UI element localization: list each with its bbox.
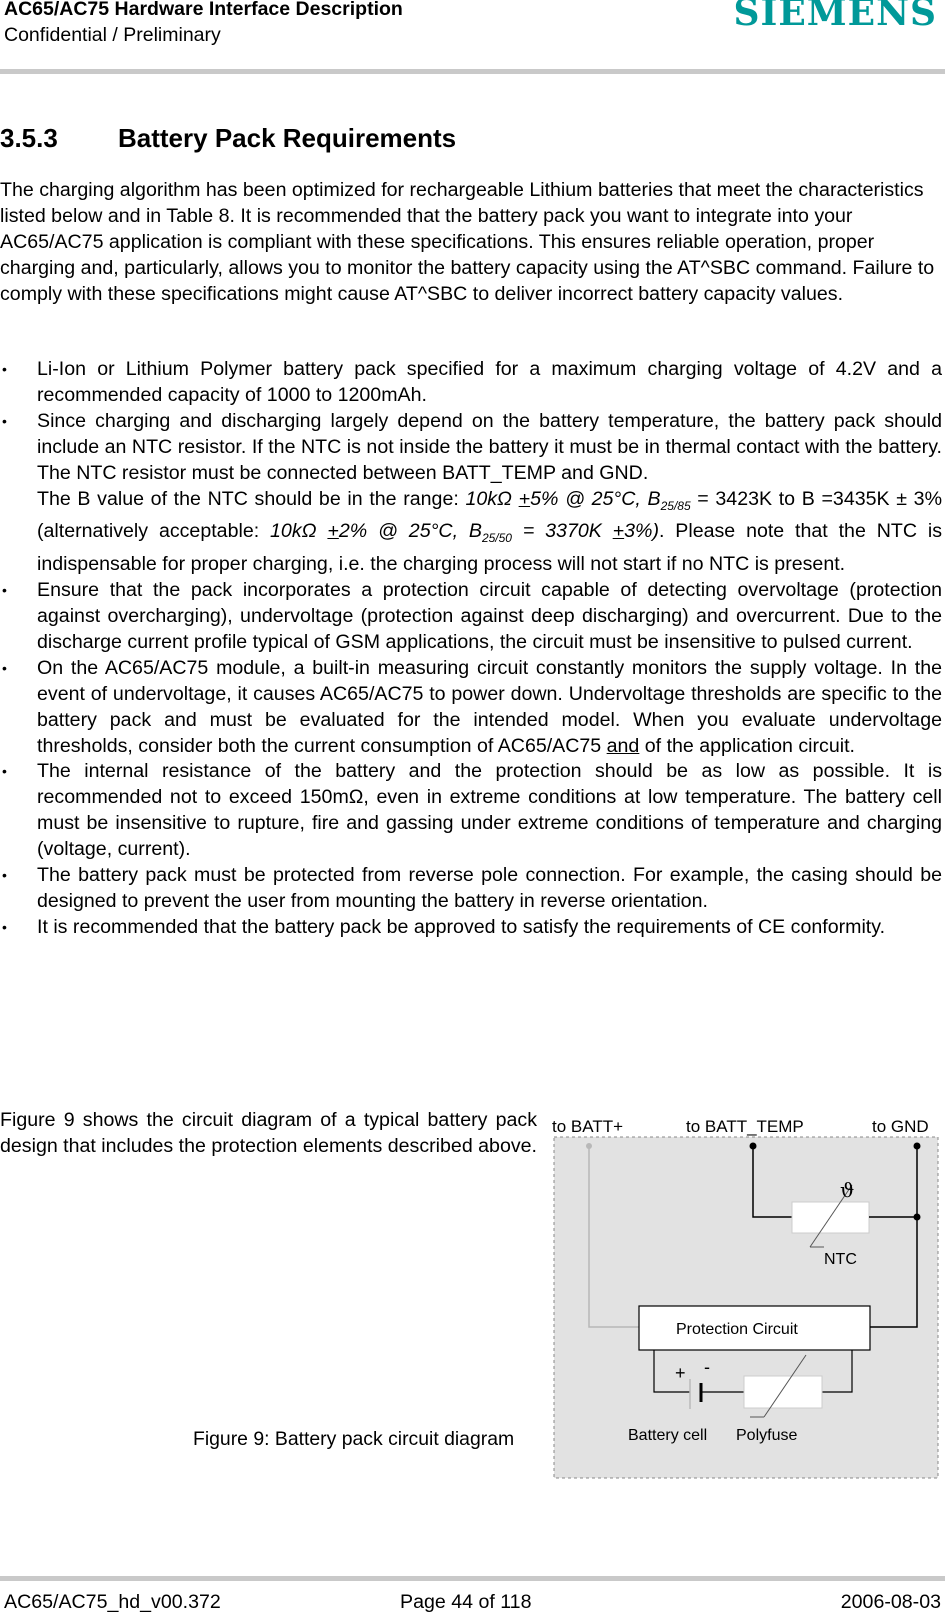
list-item-text: It is recommended that the battery pack be approved to satisfy the requirements of CE conformity. [37, 915, 886, 938]
list-item-text: The battery pack must be protected from reverse pole connection. For example, the casing should be designed to prevent the user from mounting the battery in reverse orientation. [37, 864, 942, 912]
list-item-text: The internal resistance of the battery and the protection should be as low as possible. It is recommended not to exceed 150mΩ, even in extreme conditions at low temperature. The battery cell must be insensitive to rupture, fire and gassing under extreme conditions of temperature and charging (voltage, current). [37, 760, 942, 861]
label-batt-plus: to BATT+ [552, 1117, 624, 1136]
figure-intro-paragraph: Figure 9 shows the circuit diagram of a typical battery pack design that includes the protection elements described above. [0, 1109, 537, 1157]
document-subtitle: Confidential / Preliminary [4, 24, 221, 46]
list-item [0, 357, 942, 409]
battery-plus-sign: + [675, 1363, 686, 1383]
document-title: AC65/AC75 Hardware Interface Description [4, 0, 403, 20]
section-title: Battery Pack Requirements [118, 123, 457, 153]
footer-divider [0, 1576, 945, 1581]
list-item [0, 409, 942, 578]
label-battery-cell: Battery cell [628, 1427, 708, 1444]
section-heading [0, 123, 456, 154]
requirements-list [0, 357, 942, 941]
footer-doc-id: AC65/AC75_hd_v00.372 [4, 1591, 221, 1613]
list-item [0, 656, 942, 760]
section-number: 3.5.3 [0, 123, 58, 153]
label-polyfuse: Polyfuse [736, 1427, 798, 1444]
header-divider [0, 69, 945, 74]
battery-minus-sign: - [704, 1357, 710, 1377]
list-item [0, 915, 942, 941]
ntc-range-note: . Please note that the NTC is indispensable for proper charging, i.e. the charging process will not start if no NTC is present. [37, 520, 942, 576]
list-item-text: On the AC65/AC75 module, a built-in measuring circuit constantly monitors the supply voltage. In the event of undervoltage, it causes AC65/AC75 to power down. Undervoltage thresholds are specific to the battery pack and must be evaluated for the intended model. When you evaluate undervoltage thresholds, consider both the current consumption of AC65/AC75 [37, 656, 942, 757]
label-batt-temp: to BATT_TEMP [686, 1117, 804, 1136]
ntc-range-lead: The B value of the NTC should be in the range: [37, 487, 466, 510]
polyfuse [744, 1376, 822, 1408]
theta-symbol: ϑ [840, 1178, 855, 1202]
list-item [0, 759, 942, 863]
ntc-range-text [37, 487, 942, 579]
figure-caption: Figure 9: Battery pack circuit diagram [193, 1428, 515, 1450]
batt-plus-node [586, 1143, 592, 1149]
footer-page-number: Page 44 of 118 [400, 1591, 532, 1613]
list-item-text: Since charging and discharging largely depend on the battery temperature, the battery pack should include an NTC resistor. If the NTC is not inside the battery it must be in thermal contact with the battery. The NTC resistor must be connected between BATT_TEMP and GND. [37, 409, 942, 484]
ntc-range-1: 10kΩ +5% @ 25°C, $B_{25/85}$ [465, 487, 691, 513]
list-item-text: Ensure that the pack incorporates a protection circuit capable of detecting overvoltage (protection against overcharging), undervoltage (protection against deep discharging) and overcurrent. Due to the discharge current profile typical of GSM applications, the circuit must be insensitive to pulsed current. [37, 579, 942, 653]
emphasis-and: and [606, 734, 640, 757]
ntc-range-2: 10kΩ +2% @ 25°C, $B_{25/50} = 3370K +3\%$) [270, 520, 659, 546]
intro-paragraph: The charging algorithm has been optimized for rechargeable Lithium batteries that meet the characteristics listed below and in Table 8. It is recommended that the battery pack you want to integrate into your AC65/AC75 application is compliant with these specifications. This ensures reliable operation, proper charging and, particularly, allows you to monitor the battery capacity using the AT^SBC command. Failure to comply with these specifications might cause AT^SBC to deliver incorrect battery capacity values. [0, 179, 935, 305]
list-item [0, 863, 942, 915]
label-gnd: to GND [872, 1117, 929, 1136]
ntc-range-1-tail: = 3423K to B =3435K ± 3% (alternatively acceptable: [37, 487, 942, 543]
label-ntc: NTC [824, 1251, 857, 1268]
siemens-logo: SIEMENS [733, 0, 937, 34]
list-item-text: Li-Ion or Lithium Polymer battery pack specified for a maximum charging voltage of 4.2V and a recommended capacity of 1000 to 1200mAh. [37, 358, 942, 406]
footer-date: 2006-08-03 [840, 1591, 941, 1613]
battery-pack-circuit-diagram [552, 1117, 940, 1480]
label-protection-circuit: Protection Circuit [676, 1321, 798, 1338]
list-item-text-end: of the application circuit. [639, 734, 855, 757]
list-item [0, 578, 942, 656]
